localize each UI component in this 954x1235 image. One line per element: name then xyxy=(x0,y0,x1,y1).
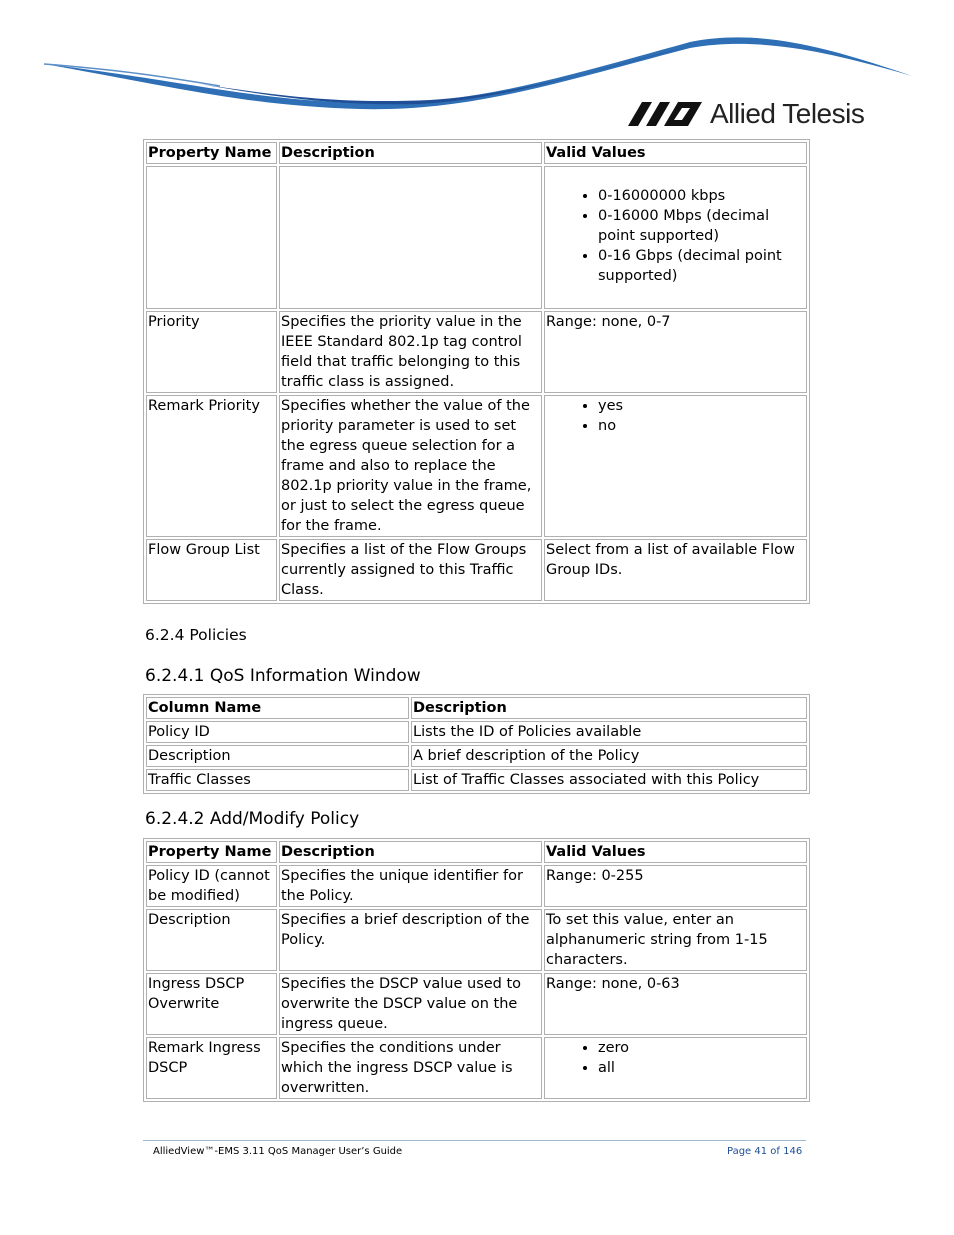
valid-values-cell: Select from a list of available Flow Group IDs. xyxy=(544,539,807,601)
policy-table-wrapper xyxy=(143,838,808,1102)
table-row xyxy=(146,1037,807,1099)
description-cell: Specifies a brief description of the Policy. xyxy=(279,909,542,971)
column-name-cell: Traffic Classes xyxy=(146,769,409,791)
table-row xyxy=(146,973,807,1035)
list-item: • all xyxy=(598,1058,806,1078)
column-header: Column Name xyxy=(146,697,409,719)
valid-values-cell xyxy=(544,166,807,309)
table-row xyxy=(146,745,807,767)
logo-text: Allied Telesis xyxy=(710,98,865,129)
column-header: Description xyxy=(279,841,542,863)
table-row xyxy=(146,395,807,537)
section-heading-qos-information: 6.2.4.1 QoS Information Window xyxy=(145,666,421,686)
table-header-row xyxy=(146,142,807,164)
property-name-cell: Priority xyxy=(146,311,277,393)
description-cell: List of Traffic Classes associated with this Policy xyxy=(411,769,807,791)
footer-page-number: Page 41 of 146 xyxy=(727,1146,803,1157)
description-cell: Specifies the priority value in the IEEE Standard 802.1p tag control field that traffic belonging to this traffic class is assigned. xyxy=(279,311,542,393)
valid-values-cell xyxy=(544,395,807,537)
column-header: Valid Values xyxy=(544,142,807,164)
property-name-cell: Flow Group List xyxy=(146,539,277,601)
table-row xyxy=(146,769,807,791)
section-heading-add-modify-policy: 6.2.4.2 Add/Modify Policy xyxy=(145,809,360,829)
column-header: Property Name xyxy=(146,142,277,164)
valid-values-cell: To set this value, enter an alphanumeric string from 1-15 characters. xyxy=(544,909,807,971)
column-header: Property Name xyxy=(146,841,277,863)
valid-values-cell: Range: none, 0-7 xyxy=(544,311,807,393)
table-row xyxy=(146,721,807,743)
page-content xyxy=(143,139,808,604)
footer-divider xyxy=(143,1140,806,1141)
description-cell: Specifies the DSCP value used to overwrite the DSCP value on the ingress queue. xyxy=(279,973,542,1035)
property-name-cell: Ingress DSCP Overwrite xyxy=(146,973,277,1035)
valid-values-cell xyxy=(544,1037,807,1099)
traffic-class-properties-table xyxy=(143,139,810,604)
section-heading-policies: 6.2.4 Policies xyxy=(145,626,247,644)
table-row xyxy=(146,909,807,971)
description-cell: Specifies the conditions under which the ingress DSCP value is overwritten. xyxy=(279,1037,542,1099)
qos-info-table-wrapper xyxy=(143,694,808,794)
table-header-row xyxy=(146,841,807,863)
list-item: • 0-16000 Mbps (decimal point supported) xyxy=(598,206,806,246)
footer-document-title: AlliedView™-EMS 3.11 QoS Manager User’s Guide xyxy=(153,1146,403,1157)
qos-information-table xyxy=(143,694,810,794)
policy-properties-table xyxy=(143,838,810,1102)
property-name-cell: Remark Priority xyxy=(146,395,277,537)
column-header: Description xyxy=(279,142,542,164)
description-cell xyxy=(279,166,542,309)
description-cell: Specifies whether the value of the priority parameter is used to set the egress queue selection for a frame and also to replace the 802.1p priority value in the frame, or just to select the egress queue for the frame. xyxy=(279,395,542,537)
logo-mark-icon xyxy=(628,100,704,128)
property-name-cell xyxy=(146,166,277,309)
allied-telesis-logo xyxy=(628,98,864,130)
table-header-row xyxy=(146,697,807,719)
column-name-cell: Policy ID xyxy=(146,721,409,743)
table-row xyxy=(146,311,807,393)
column-header: Description xyxy=(411,697,807,719)
property-name-cell: Description xyxy=(146,909,277,971)
table-row xyxy=(146,539,807,601)
description-cell: Specifies the unique identifier for the Policy. xyxy=(279,865,542,907)
list-item: • no xyxy=(598,416,806,436)
column-header: Valid Values xyxy=(544,841,807,863)
list-item: • zero xyxy=(598,1038,806,1058)
description-cell: A brief description of the Policy xyxy=(411,745,807,767)
description-cell: Specifies a list of the Flow Groups currently assigned to this Traffic Class. xyxy=(279,539,542,601)
valid-values-cell: Range: none, 0-63 xyxy=(544,973,807,1035)
table-row xyxy=(146,166,807,309)
column-name-cell: Description xyxy=(146,745,409,767)
list-item: • 0-16000000 kbps xyxy=(598,186,806,206)
property-name-cell: Remark Ingress DSCP xyxy=(146,1037,277,1099)
list-item: • yes xyxy=(598,396,806,416)
valid-values-cell: Range: 0-255 xyxy=(544,865,807,907)
property-name-cell: Policy ID (cannot be modified) xyxy=(146,865,277,907)
table-row xyxy=(146,865,807,907)
list-item: • 0-16 Gbps (decimal point supported) xyxy=(598,246,806,286)
description-cell: Lists the ID of Policies available xyxy=(411,721,807,743)
